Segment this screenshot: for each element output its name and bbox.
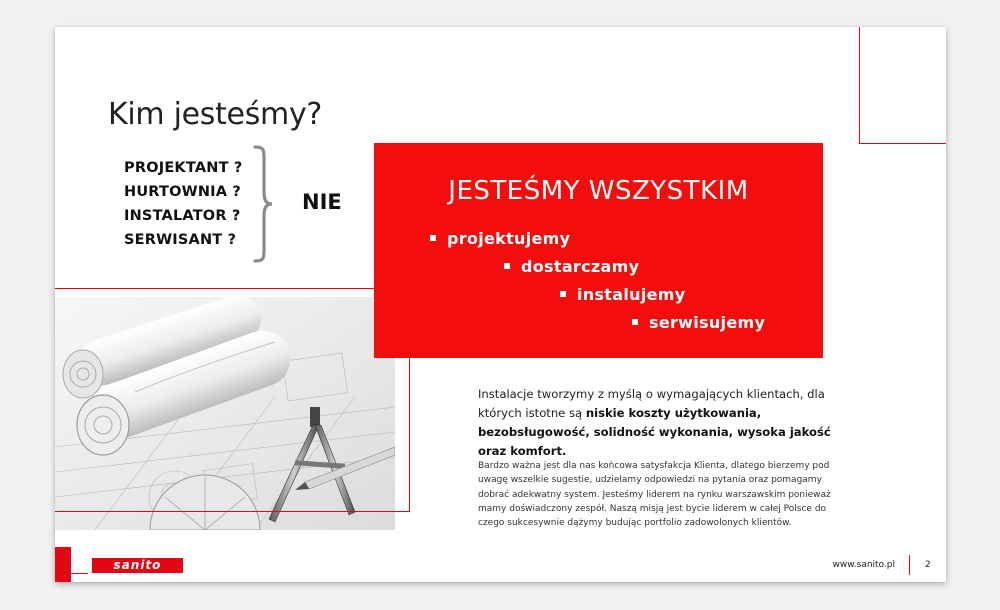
role-item: HURTOWNIA ?: [124, 184, 242, 200]
square-bullet-icon: [430, 235, 436, 241]
highlight-box: [374, 143, 823, 358]
sanito-logo: sanito: [92, 558, 183, 573]
blueprints-compass-photo: [55, 297, 395, 530]
logo-red-line: [71, 573, 88, 574]
corner-frame-horizontal: [859, 143, 946, 144]
website-url: www.sanito.pl: [832, 560, 895, 570]
role-item: SERWISANT ?: [124, 232, 237, 248]
answer-no: NIE: [302, 190, 342, 214]
slide-page: [55, 27, 946, 582]
intro-bold: niskie koszty użytkowania, bezobsługowość, solidność wykonania, wysoka jakość oraz komfort.: [478, 406, 831, 458]
square-bullet-icon: [632, 319, 638, 325]
page-number: 2: [925, 560, 931, 570]
intro-paragraph: [478, 385, 858, 461]
curly-brace-icon: [251, 144, 275, 264]
square-bullet-icon: [504, 263, 510, 269]
action-item: [632, 313, 765, 332]
action-item: [430, 229, 570, 248]
photo-frame-horizontal: [55, 511, 410, 512]
role-item: INSTALATOR ?: [124, 208, 241, 224]
blueprint-illustration-icon: [55, 297, 395, 530]
logo-red-block: [55, 547, 71, 582]
role-item: PROJEKTANT ?: [124, 160, 243, 176]
intro-lead: Instalacje tworzymy z myślą o wymagających klientach, dla których istotne są: [478, 387, 825, 420]
footer-separator: [909, 555, 910, 575]
action-label: projektujemy: [447, 229, 571, 248]
photo-frame-vertical: [409, 358, 410, 512]
action-label: serwisujemy: [649, 313, 766, 332]
square-bullet-icon: [560, 291, 566, 297]
question-roles-list: [124, 156, 243, 252]
slide-title: Kim jesteśmy?: [108, 97, 323, 133]
action-label: instalujemy: [577, 285, 686, 304]
action-item: [560, 285, 685, 304]
highlight-title: JESTEŚMY WSZYSTKIM: [448, 176, 749, 206]
corner-frame-vertical: [859, 27, 860, 144]
body-paragraph: Bardzo ważna jest dla nas końcowa satysfakcja Klienta, dlatego bierzemy pod uwagę wszelkie sugestie, udzielamy odpowiedzi na pytania oraz pomagamy dobrać adekwatny system. Jesteśmy liderem na rynku warszawskim ponieważ mamy doświadczony zespół. Naszą misją jest bycie liderem w całej Polsce do czego sukcesywnie dążymy budując portfolio zadowolonych klientów.: [478, 461, 831, 529]
divider-line: [55, 288, 375, 289]
action-label: dostarczamy: [521, 257, 640, 276]
action-item: [504, 257, 639, 276]
